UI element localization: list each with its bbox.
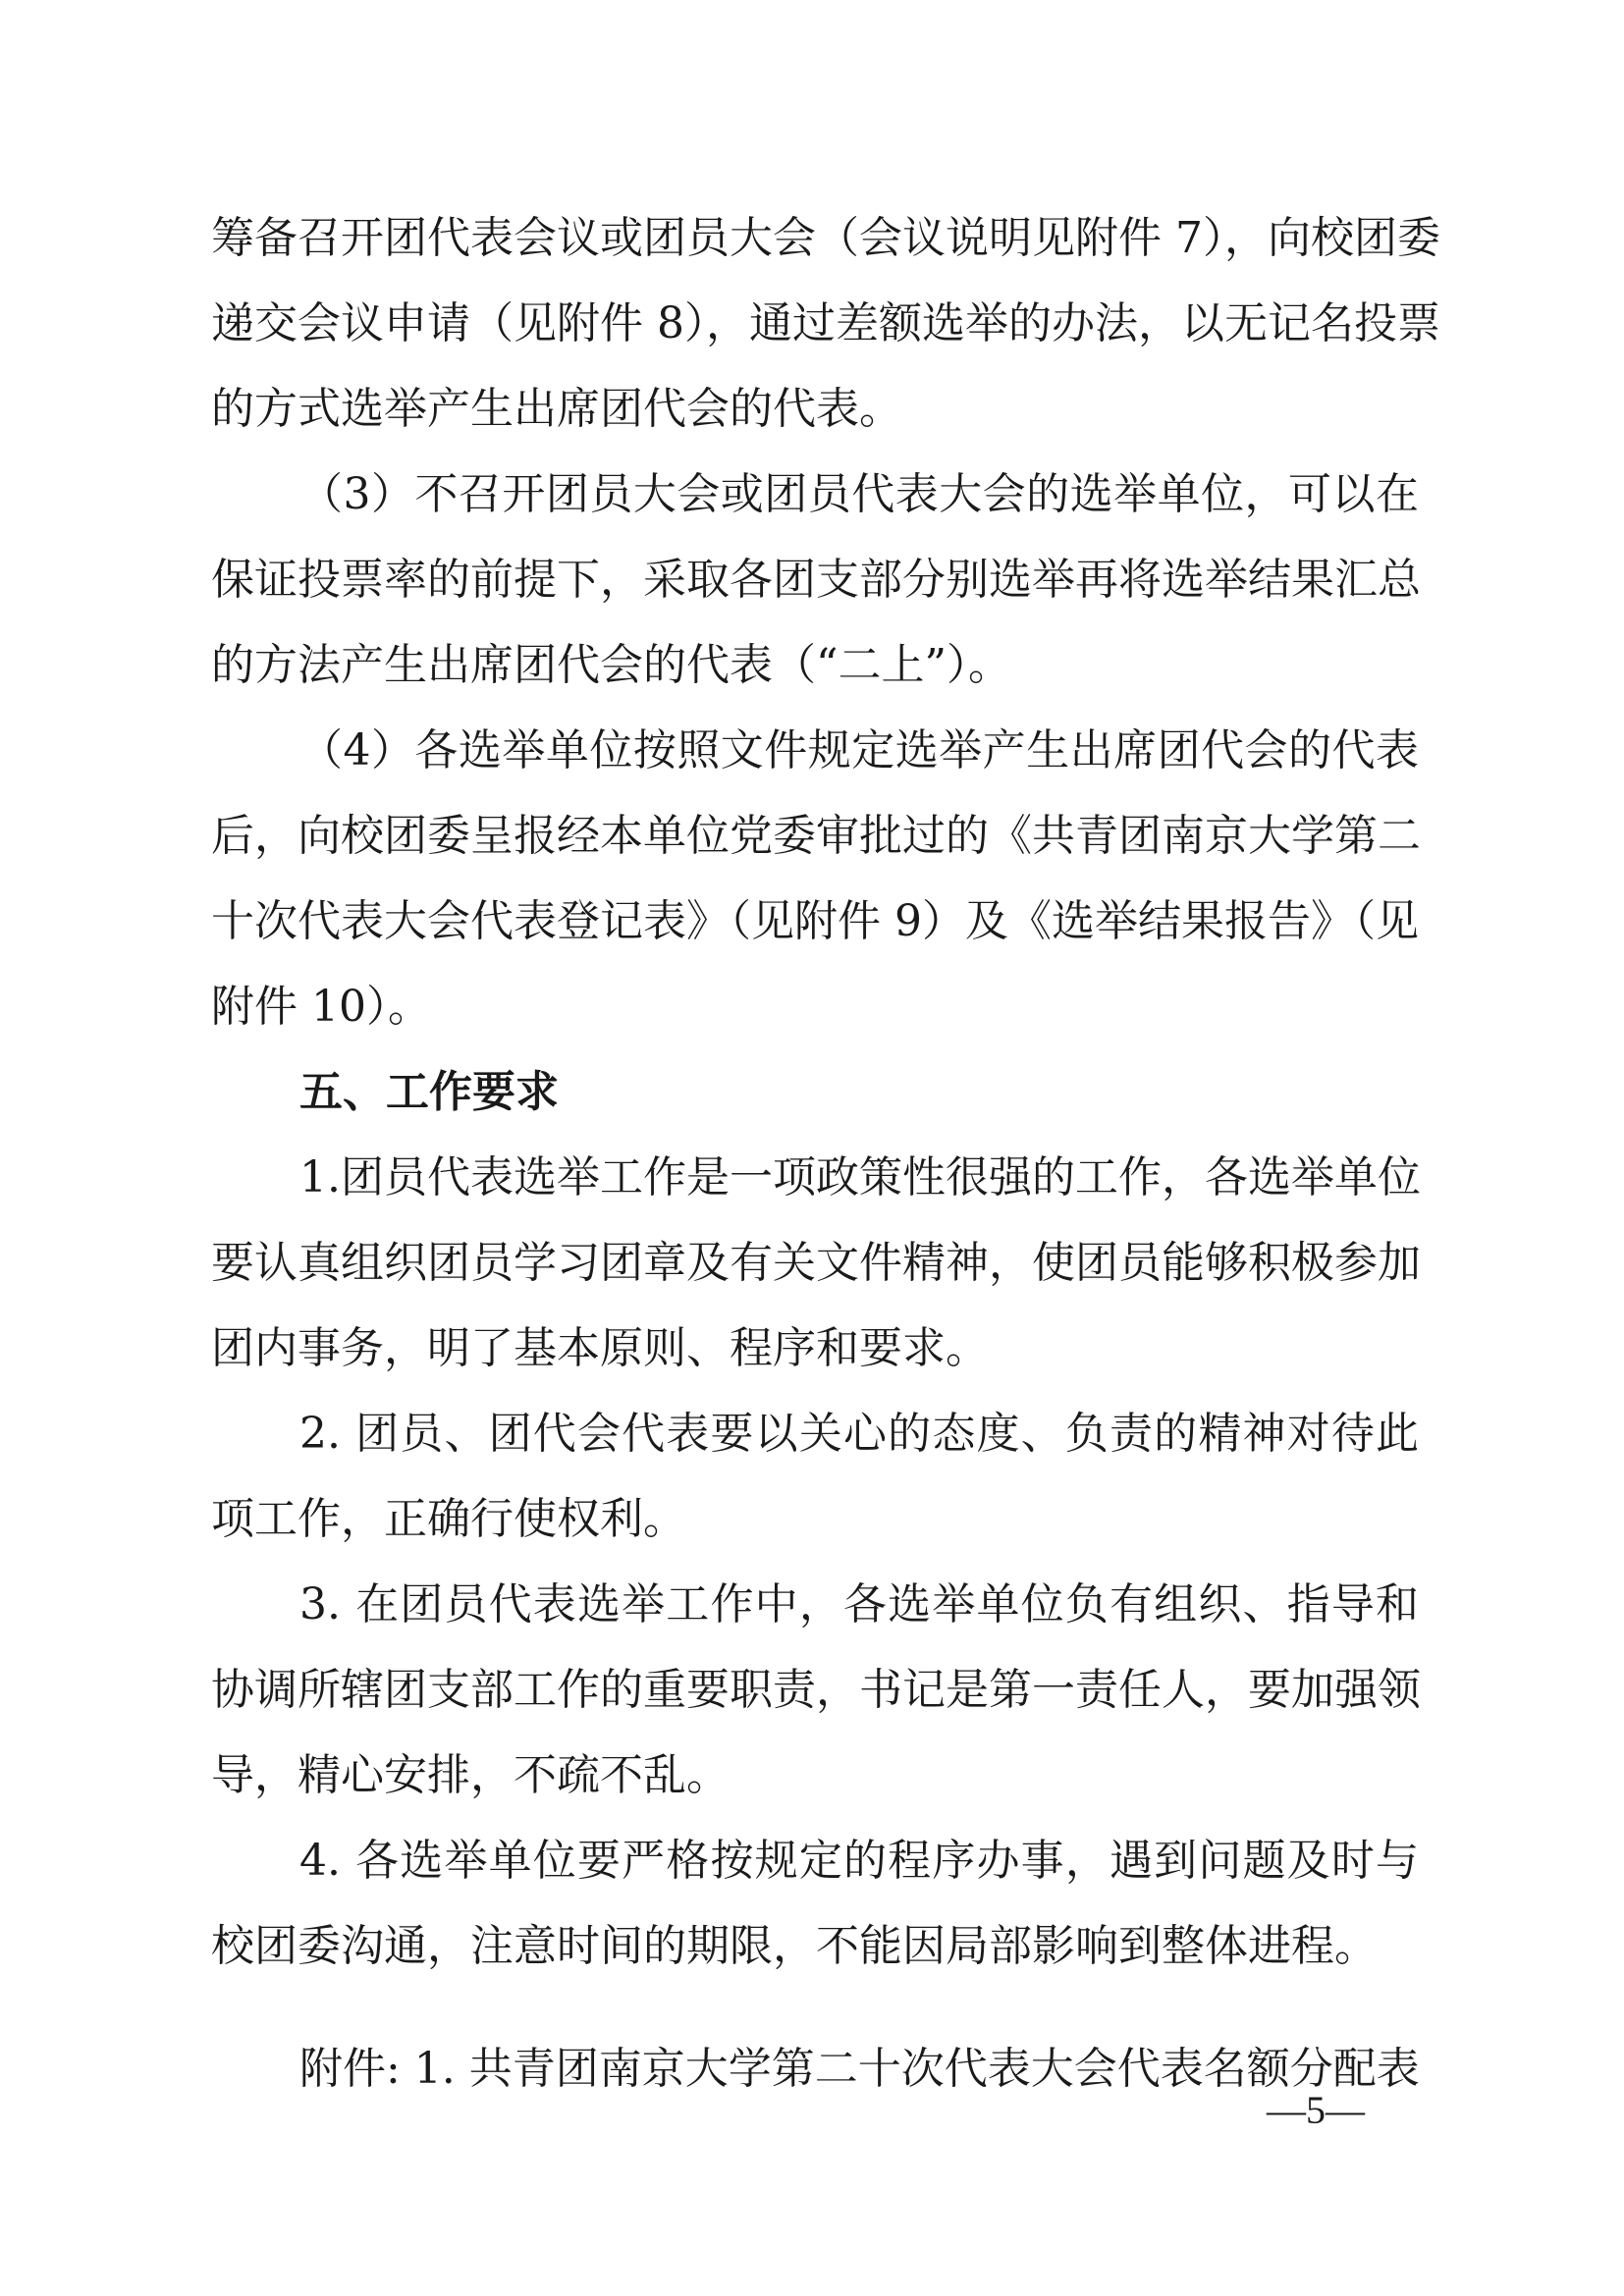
attachment-line: 附件: 1. 共青团南京大学第二十次代表大会代表名额分配表	[299, 2044, 1420, 2094]
body-text-line: （3）不召开团员大会或团员代表大会的选举单位，可以在	[299, 469, 1419, 519]
body-text-line: 附件 10）。	[211, 982, 431, 1032]
body-text-line: 4. 各选举单位要严格按规定的程序办事，遇到问题及时与	[299, 1836, 1419, 1886]
body-text-line: 校团委沟通，注意时间的期限，不能因局部影响到整体进程。	[211, 1921, 1378, 1971]
body-text-line: 3. 在团员代表选举工作中，各选举单位负有组织、指导和	[299, 1579, 1419, 1629]
body-text-line: 项工作，正确行使权利。	[211, 1494, 686, 1544]
body-text-line: 十次代表大会代表登记表》（见附件 9）及《选举结果报告》（见	[211, 896, 1419, 946]
body-text-line: 保证投票率的前提下，采取各团支部分别选举再将选举结果汇总	[211, 555, 1421, 605]
body-text-line: 递交会议申请（见附件 8），通过差额选举的办法，以无记名投票	[211, 298, 1440, 348]
body-text-line: 的方式选举产生出席团代会的代表。	[211, 384, 902, 434]
body-text-line: 1.团员代表选举工作是一项政策性很强的工作，各选举单位	[299, 1152, 1421, 1202]
body-text-line: 后，向校团委呈报经本单位党委审批过的《共青团南京大学第二	[211, 811, 1421, 861]
page-number: —5—	[1267, 2088, 1365, 2132]
body-text-line: 团内事务，明了基本原则、程序和要求。	[211, 1323, 989, 1373]
body-text-line: 的方法产生出席团代会的代表（“二上”）。	[211, 640, 1011, 690]
body-text-line: 导，精心安排，不疏不乱。	[211, 1750, 730, 1800]
section-heading: 五、工作要求	[299, 1067, 559, 1117]
body-text-line: 协调所辖团支部工作的重要职责，书记是第一责任人，要加强领	[211, 1665, 1421, 1715]
body-text-line: 2. 团员、团代会代表要以关心的态度、负责的精神对待此	[299, 1409, 1419, 1459]
body-text-line: 筹备召开团代表会议或团员大会（会议说明见附件 7），向校团委	[211, 213, 1440, 263]
body-text-line: （4）各选举单位按照文件规定选举产生出席团代会的代表	[299, 725, 1419, 775]
body-text-line: 要认真组织团员学习团章及有关文件精神，使团员能够积极参加	[211, 1238, 1421, 1288]
